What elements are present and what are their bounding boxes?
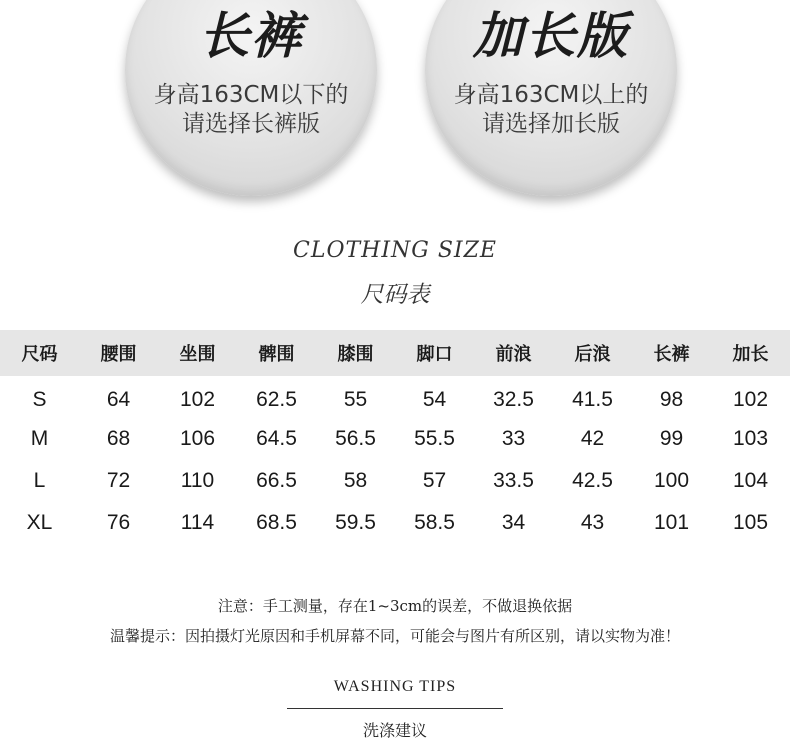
header-size: 尺码 — [21, 344, 58, 365]
size-table — [0, 330, 790, 544]
table-cell: 104 — [732, 469, 769, 492]
header-front-rise: 前浪 — [495, 344, 532, 365]
header-thigh: 髀围 — [258, 344, 295, 365]
table-cell: 72 — [106, 469, 131, 492]
table-cell: 110 — [180, 469, 215, 492]
table-cell: 58.5 — [414, 511, 455, 534]
table-cell: 98 — [659, 388, 684, 411]
table-cell: 68 — [106, 427, 131, 450]
table-cell: 66.5 — [256, 469, 297, 492]
table-cell: 32.5 — [493, 388, 534, 411]
header-waist: 腰围 — [100, 344, 137, 365]
header-extended: 加长 — [732, 344, 769, 365]
table-row — [0, 376, 790, 418]
table-cell: 58 — [343, 469, 368, 492]
table-cell: 102 — [732, 388, 769, 411]
table-cell: 68.5 — [256, 511, 297, 534]
pants-badge — [125, 0, 377, 196]
table-cell: 56.5 — [335, 427, 376, 450]
size-title-cn: 尺码表 — [360, 282, 430, 308]
table-cell: 59.5 — [335, 511, 376, 534]
table-cell: 34 — [501, 511, 526, 534]
table-cell: XL — [26, 511, 53, 534]
table-cell: 103 — [732, 427, 769, 450]
table-cell: 55 — [343, 388, 368, 411]
table-cell: 99 — [659, 427, 684, 450]
divider — [287, 708, 503, 709]
table-cell: M — [30, 427, 49, 450]
header-length: 长裤 — [653, 344, 690, 365]
extended-badge-title: 加长版 — [473, 7, 629, 65]
table-cell: 57 — [422, 469, 447, 492]
table-cell: 100 — [653, 469, 690, 492]
table-cell: 106 — [179, 427, 216, 450]
table-cell: 114 — [180, 511, 215, 534]
table-cell: 101 — [653, 511, 690, 534]
table-cell: 76 — [106, 511, 131, 534]
table-cell: L — [33, 469, 46, 492]
size-title-en: CLOTHING SIZE — [293, 238, 497, 263]
table-cell: 33 — [501, 427, 526, 450]
table-cell: 42.5 — [572, 469, 613, 492]
table-cell: 54 — [422, 388, 447, 411]
header-hem: 脚口 — [416, 344, 453, 365]
extended-badge-line2: 请选择加长版 — [482, 111, 620, 137]
extended-badge-line1: 身高163CM以上的 — [453, 82, 649, 108]
measurement-note: 注意：手工测量，存在1~3cm的误差，不做退换依据 — [217, 597, 573, 615]
washing-tips-subtitle: 洗涤建议 — [362, 721, 427, 740]
table-cell: 43 — [580, 511, 605, 534]
extended-badge — [425, 0, 677, 196]
washing-tips-title: WASHING TIPS — [333, 678, 457, 695]
table-row — [0, 502, 790, 544]
color-disclaimer: 温馨提示：因拍摄灯光原因和手机屏幕不同，可能会与图片有所区别，请以实物为准！ — [109, 627, 680, 645]
pants-badge-title: 长裤 — [199, 7, 303, 65]
table-cell: 105 — [732, 511, 769, 534]
table-row — [0, 460, 790, 502]
pants-badge-line1: 身高163CM以下的 — [153, 82, 349, 108]
table-cell: 62.5 — [256, 388, 297, 411]
header-knee: 膝围 — [337, 344, 374, 365]
table-row — [0, 418, 790, 460]
table-cell: 41.5 — [572, 388, 613, 411]
table-cell: 33.5 — [493, 469, 534, 492]
table-cell: 102 — [179, 388, 216, 411]
table-cell: 64.5 — [256, 427, 297, 450]
header-hip: 坐围 — [179, 344, 216, 365]
pants-badge-line2: 请选择长裤版 — [182, 111, 320, 137]
header-back-rise: 后浪 — [574, 344, 611, 365]
table-cell: S — [32, 388, 47, 411]
table-header-row — [0, 330, 790, 376]
table-cell: 42 — [580, 427, 605, 450]
table-cell: 55.5 — [414, 427, 455, 450]
table-cell: 64 — [106, 388, 131, 411]
